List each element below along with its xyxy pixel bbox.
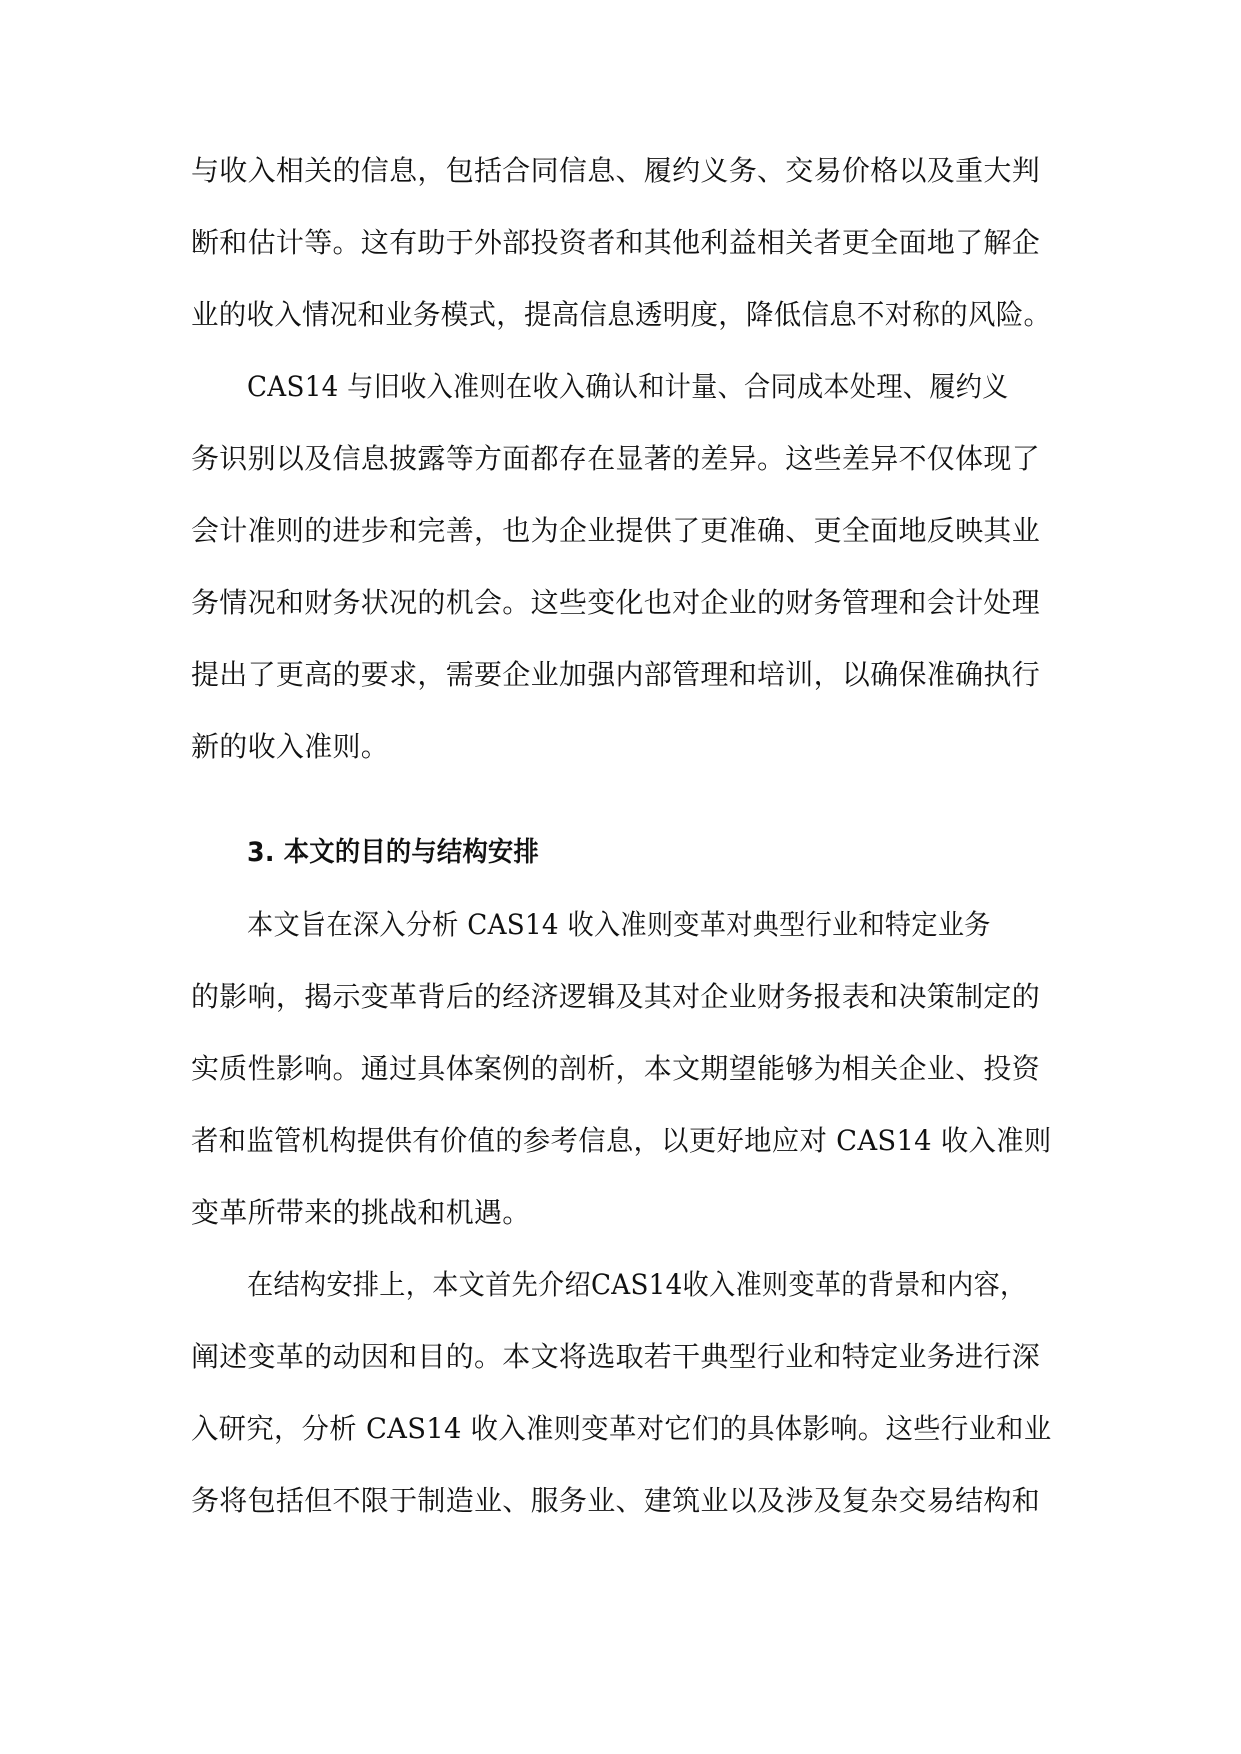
paragraph-2-line-2: 务识别以及信息披露等方面都存在显著的差异。这些差异不仅体现了 [191,442,1041,475]
paragraph-3-line-5: 变革所带来的挑战和机遇。 [191,1196,531,1229]
paragraph-2-line-5: 提出了更高的要求，需要企业加强内部管理和培训，以确保准确执行 [191,658,1041,691]
paragraph-3-line-1: 本文旨在深入分析 CAS14 收入准则变革对典型行业和特定业务 [247,908,991,941]
paragraph-1-line-3: 业的收入情况和业务模式，提高信息透明度，降低信息不对称的风险。 [191,298,1052,331]
paragraph-2-line-4: 务情况和财务状况的机会。这些变化也对企业的财务管理和会计处理 [191,586,1041,619]
paragraph-3-line-2: 的影响，揭示变革背后的经济逻辑及其对企业财务报表和决策制定的 [191,980,1041,1013]
paragraph-3-line-4: 者和监管机构提供有价值的参考信息，以更好地应对 CAS14 收入准则 [191,1124,1052,1157]
paragraph-2-line-6: 新的收入准则。 [191,730,390,763]
paragraph-2-line-3: 会计准则的进步和完善，也为企业提供了更准确、更全面地反映其业 [191,514,1041,547]
paragraph-3-line-3: 实质性影响。通过具体案例的剖析，本文期望能够为相关企业、投资 [191,1052,1041,1085]
paragraph-4-line-4: 务将包括但不限于制造业、服务业、建筑业以及涉及复杂交易结构和 [191,1484,1041,1517]
paragraph-1-line-1: 与收入相关的信息，包括合同信息、履约义务、交易价格以及重大判 [191,154,1041,187]
paragraph-4-line-3: 入研究，分析 CAS14 收入准则变革对它们的具体影响。这些行业和业 [191,1412,1052,1445]
section-heading: 3. 本文的目的与结构安排 [247,837,540,868]
paragraph-4-line-2: 阐述变革的动因和目的。本文将选取若干典型行业和特定业务进行深 [191,1340,1041,1373]
paragraph-1-line-2: 断和估计等。这有助于外部投资者和其他利益相关者更全面地了解企 [191,226,1041,259]
paragraph-4-line-1: 在结构安排上，本文首先介绍CAS14收入准则变革的背景和内容， [247,1268,1027,1301]
paragraph-2-line-1: CAS14 与旧收入准则在收入确认和计量、合同成本处理、履约义 [247,370,1009,403]
